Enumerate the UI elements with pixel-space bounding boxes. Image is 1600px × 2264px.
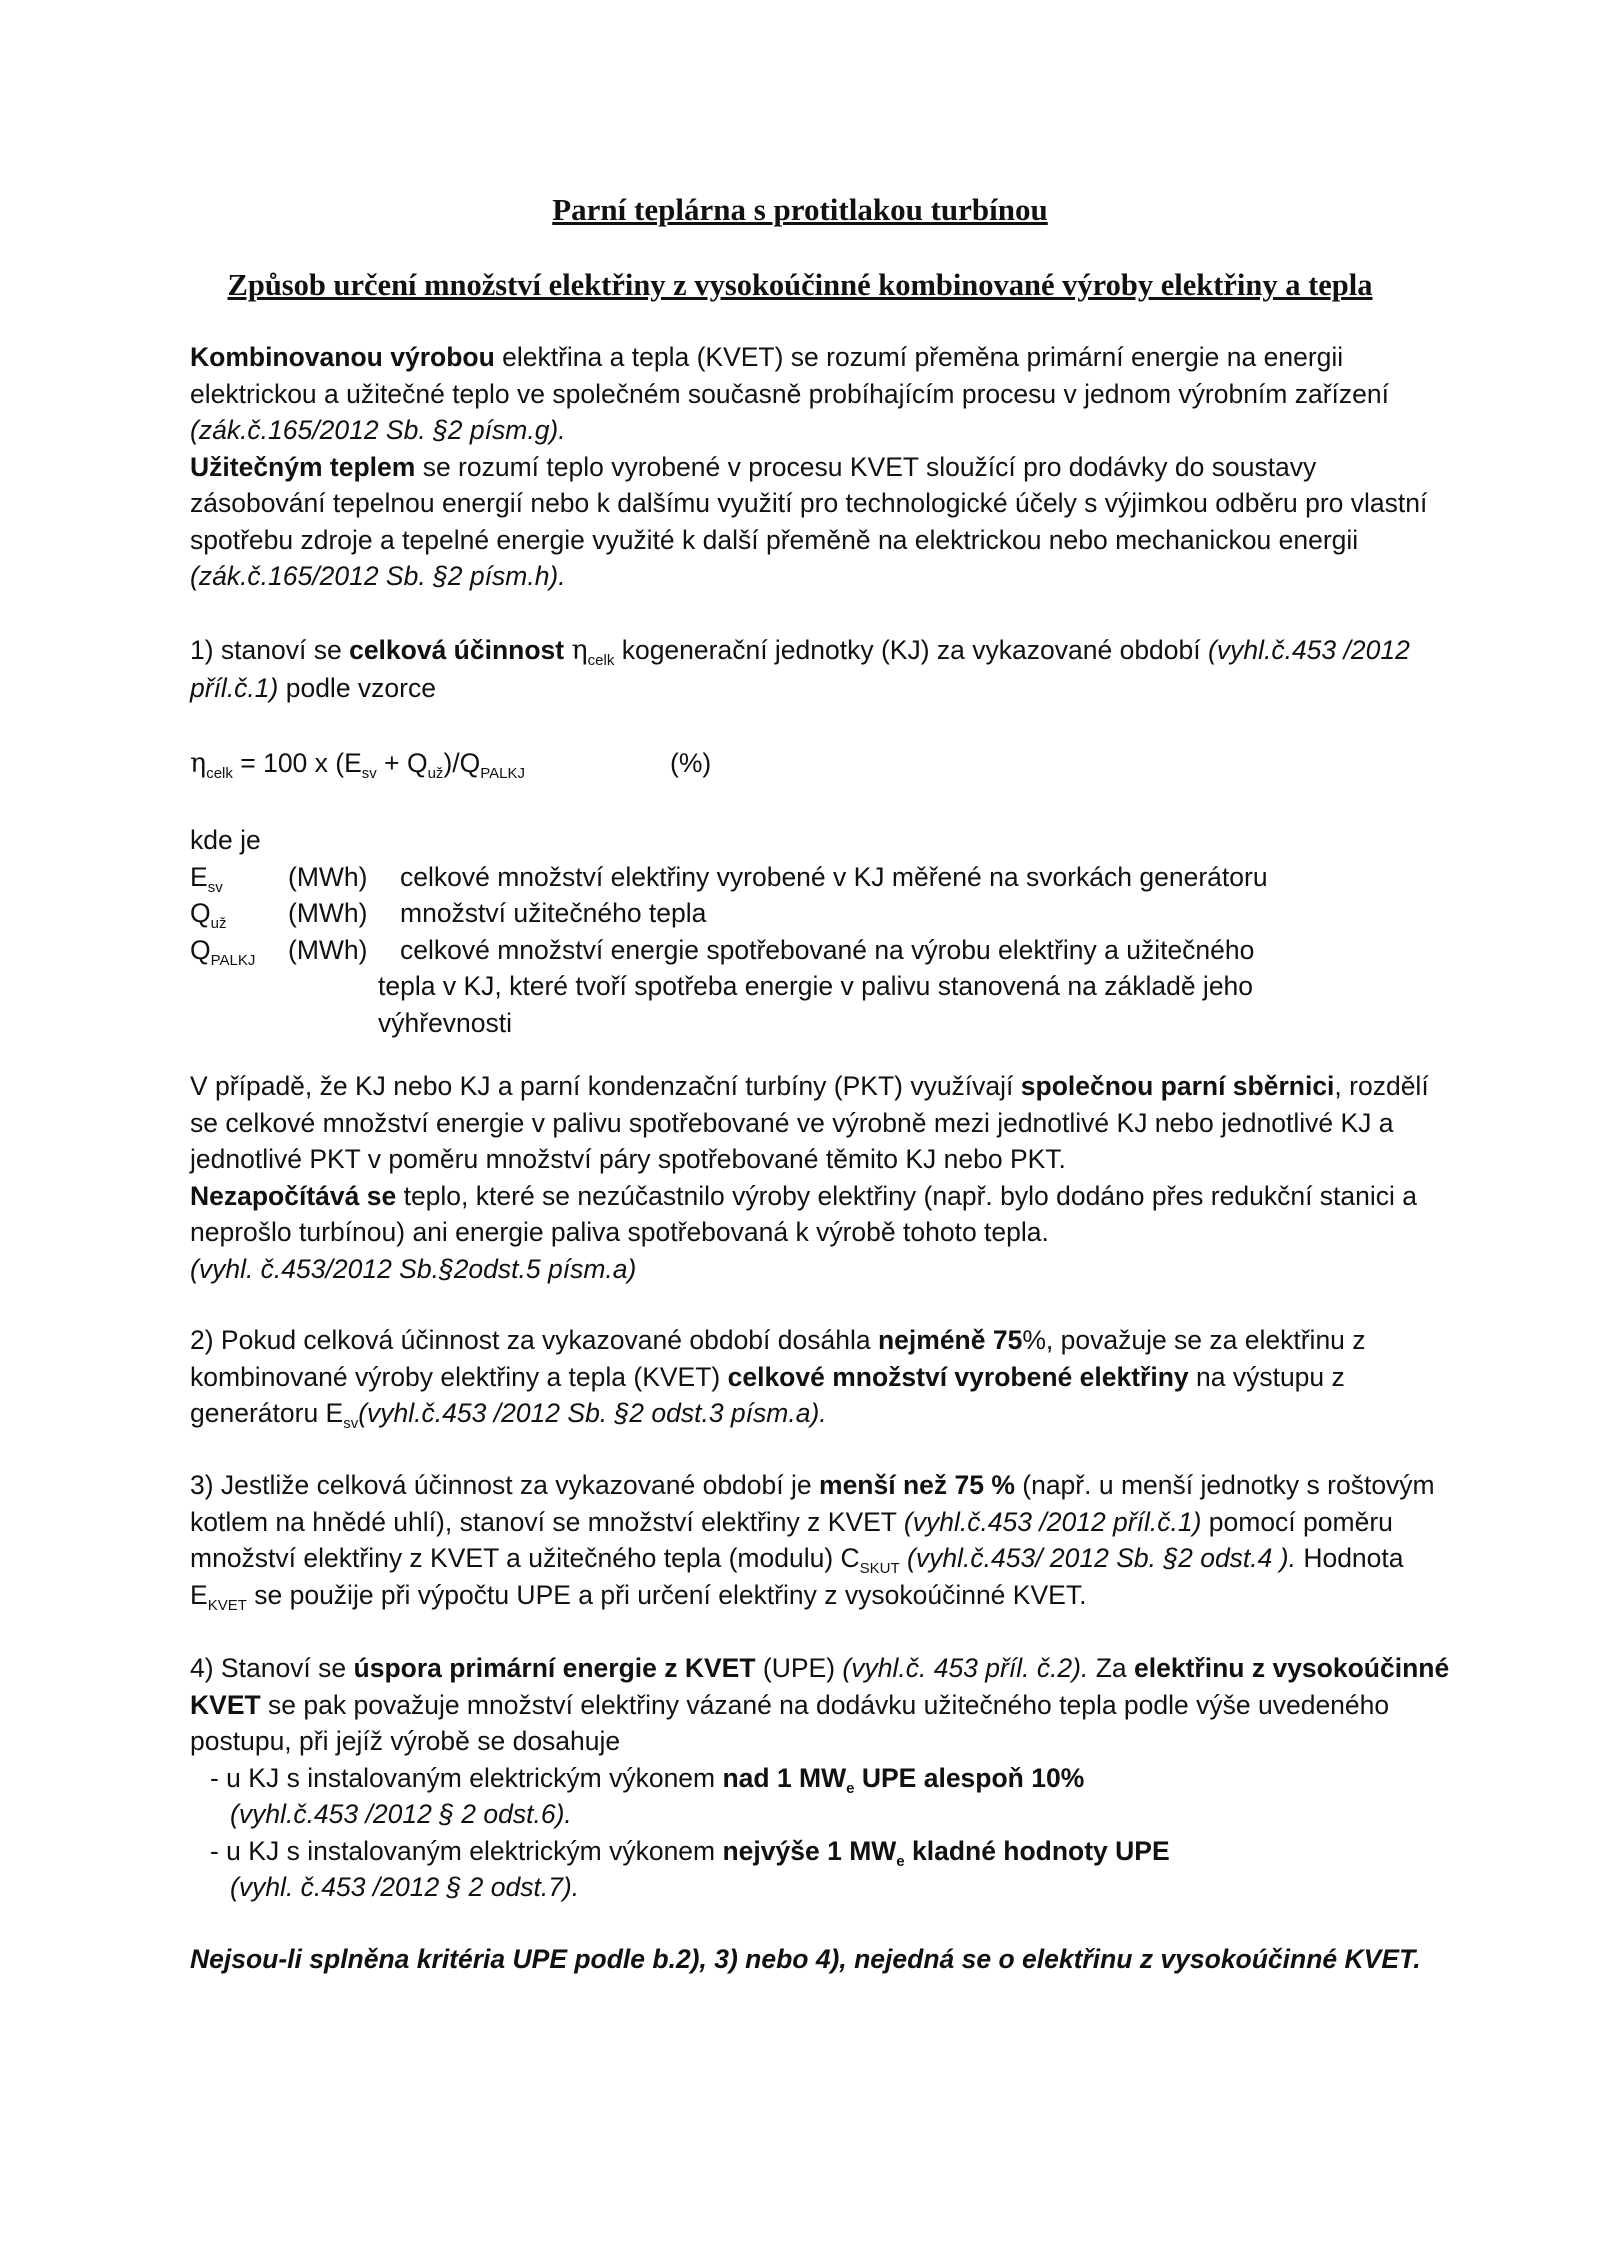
bullet1-text: - u KJ s instalovaným elektrickým výkonem bbox=[210, 1762, 723, 1793]
heat-reference: (zák.č.165/2012 Sb. §2 písm.h). bbox=[190, 561, 566, 591]
shared-steam-paragraph bbox=[190, 1068, 1450, 1178]
intro-section bbox=[190, 339, 1450, 595]
pkt-reference-line bbox=[190, 1251, 1450, 1288]
bullet1-reference: (vyhl.č.453 /2012 § 2 odst.6). bbox=[230, 1799, 572, 1829]
bullet1-bold: nad 1 MW bbox=[722, 1762, 847, 1793]
step3-reference2: (vyhl.č.453/ 2012 Sb. §2 odst.4 ). bbox=[899, 1543, 1296, 1573]
def-unit: (MWh) bbox=[288, 898, 368, 928]
bullet2-bold: nejvýše 1 MW bbox=[722, 1835, 897, 1866]
step2-reference: (vyhl.č.453 /2012 Sb. §2 odst.3 písm.a). bbox=[358, 1398, 827, 1428]
eta-subscript: celk bbox=[587, 652, 615, 669]
kvet-text: elektřina a tepla (KVET) se rozumí přeměna primární energie na energii elektrickou a užitečné teplo ve společném současně probíhajícím procesu v jednom výrobním zařízení bbox=[190, 342, 1389, 409]
step2-paragraph bbox=[190, 1322, 1450, 1432]
def-symbol-letter: Q bbox=[190, 898, 211, 928]
step3-sub1: SKUT bbox=[859, 1560, 900, 1577]
step3-sub2: KVET bbox=[207, 1596, 247, 1614]
variable-definitions bbox=[190, 822, 1450, 1041]
step-2 bbox=[190, 1322, 1450, 1432]
step4-bold1: úspora primární energie z KVET bbox=[353, 1653, 756, 1683]
formula-part-c: )/Q bbox=[443, 748, 481, 778]
formula-eta-sub: celk bbox=[206, 765, 233, 782]
step2-sub: sv bbox=[343, 1415, 359, 1432]
formula-unit: (%) bbox=[670, 748, 712, 778]
def-symbol-sub: PALKJ bbox=[210, 951, 256, 969]
def-symbol-letter: Q bbox=[190, 934, 211, 965]
def-continuation: tepla v KJ, které tvoří spotřeba energie v palivu stanovená na základě jeho bbox=[378, 971, 1254, 1001]
step3-paragraph bbox=[190, 1467, 1450, 1613]
step-3 bbox=[190, 1467, 1450, 1613]
pkt-text-a: V případě, že KJ nebo KJ a parní kondenzační turbíny (PKT) využívají bbox=[190, 1071, 1021, 1101]
conclusion-line bbox=[190, 1941, 1450, 1978]
step3-reference1: (vyhl.č.453 /2012 příl.č.1) bbox=[903, 1506, 1202, 1537]
conclusion bbox=[190, 1941, 1450, 1978]
document-subtitle: Způsob určení množství elektřiny z vysokoúčinné kombinované výroby elektřiny a tepla bbox=[227, 268, 1373, 302]
def-unit: (MWh) bbox=[288, 861, 368, 892]
step3-text-b: (např. u menší jednotky s roštovým kotlem na hnědé uhlí), stanoví se množství elektřiny z KVET bbox=[190, 1470, 1435, 1537]
step1-bold: celková účinnost bbox=[349, 635, 565, 665]
step-1 bbox=[190, 632, 1450, 706]
formula-part-a: = 100 x (E bbox=[232, 748, 362, 778]
formula-part-b: + Q bbox=[376, 748, 428, 778]
def-description: celkové množství energie spotřebované na výrobu elektřiny a užitečného bbox=[400, 934, 1255, 965]
step3-bold: menší než 75 % bbox=[819, 1470, 1015, 1500]
kvet-term: Kombinovanou výrobou bbox=[190, 342, 495, 372]
pkt-reference: (vyhl. č.453/2012 Sb.§2odst.5 písm.a) bbox=[190, 1253, 637, 1284]
def-symbol-letter: E bbox=[190, 861, 208, 892]
eta-symbol: η bbox=[571, 635, 588, 666]
step2-bold1: nejméně 75 bbox=[877, 1325, 1023, 1355]
step3-text-d: Hodnota E bbox=[190, 1543, 1404, 1610]
def-symbol-sub: už bbox=[210, 915, 227, 932]
bullet-over-1mw bbox=[190, 1760, 1450, 1797]
bullet1-sub: e bbox=[846, 1779, 855, 1797]
bullet2-text: - u KJ s instalovaným elektrickým výkonem bbox=[210, 1835, 723, 1866]
document-title: Parní teplárna s protitlakou turbínou bbox=[552, 192, 1048, 227]
heat-text: se rozumí teplo vyrobené v procesu KVET sloužící pro dodávky do soustavy zásobování tepelnou energií nebo k dalšímu využití pro technologické účely s výjimkou odběru pro vlastní spotřebu zdroje a tepelné energie využité k další přeměně na elektrickou nebo mechanickou energii bbox=[190, 451, 1428, 555]
def-symbol bbox=[190, 895, 226, 932]
step4-reference: (vyhl.č. 453 příl. č.2). bbox=[842, 1653, 1089, 1683]
step2-text-b: na výstupu z generátoru E bbox=[190, 1361, 1345, 1428]
step3-text-e: se použije při výpočtu UPE a při určení elektřiny z vysokoúčinné KVET. bbox=[246, 1579, 1087, 1610]
def-continuation: výhřevnosti bbox=[378, 1007, 513, 1038]
step2-text-a: 2) Pokud celková účinnost za vykazované období dosáhla bbox=[190, 1325, 878, 1355]
formula-sub-uz: už bbox=[427, 765, 444, 782]
pkt-text-c: teplo, které se nezúčastnilo výroby elektřiny (např. bylo dodáno přes redukční stanici a neprošlo turbínou) ani energie paliva spotřebovaná k výrobě tohoto tepla. bbox=[190, 1180, 1418, 1247]
bullet2-bold2: kladné hodnoty UPE bbox=[904, 1835, 1170, 1866]
step1-reference: (vyhl.č.453 /2012 příl.č.1) bbox=[190, 635, 1410, 703]
def-description: celkové množství elektřiny vyrobené v KJ měřené na svorkách generátoru bbox=[400, 861, 1268, 892]
step-4 bbox=[190, 1650, 1450, 1906]
defs-heading: kde je bbox=[190, 825, 261, 855]
step4-text-b: (UPE) bbox=[755, 1653, 843, 1683]
step1-text-a: 1) stanoví se bbox=[190, 635, 350, 665]
bullet2-sub: e bbox=[896, 1852, 905, 1870]
def-symbol-sub: sv bbox=[207, 878, 223, 896]
formula-sub-sv: sv bbox=[361, 765, 377, 782]
formula-sub-palkj: PALKJ bbox=[480, 765, 525, 782]
heat-term: Užitečným teplem bbox=[190, 451, 416, 482]
step2-text-pct: %, považuje se za elektřinu z kombinované výroby elektřiny a tepla (KVET) bbox=[190, 1325, 1366, 1392]
def-symbol bbox=[190, 859, 223, 896]
pkt-bold2: Nezapočítává se bbox=[190, 1180, 397, 1211]
step3-text-c: pomocí poměru množství elektřiny z KVET a užitečného tepla (modulu) C bbox=[190, 1506, 1393, 1573]
step4-text-d: se pak považuje množství elektřiny vázané na dodávku užitečného tepla podle výše uvedeného postupu, při jejíž výrobě se dosahuje bbox=[190, 1689, 1390, 1756]
step4-text-a: 4) Stanoví se bbox=[190, 1653, 354, 1683]
step4-bold2: elektřinu z vysokoúčinné KVET bbox=[190, 1653, 1450, 1720]
bullet1-reference-line bbox=[190, 1796, 1450, 1833]
step4-text-c: Za bbox=[1088, 1653, 1135, 1683]
formula-eta: η bbox=[190, 748, 207, 779]
bullet2-reference-line bbox=[190, 1869, 1450, 1906]
step1-text-c: podle vzorce bbox=[278, 672, 436, 703]
bullet2-reference: (vyhl. č.453 /2012 § 2 odst.7). bbox=[230, 1872, 580, 1902]
bullet1-bold2: UPE alespoň 10% bbox=[854, 1762, 1085, 1793]
bullet-max-1mw bbox=[190, 1833, 1450, 1870]
step4-paragraph bbox=[190, 1650, 1450, 1760]
step3-text-a: 3) Jestliže celková účinnost za vykazované období je bbox=[190, 1470, 819, 1500]
def-symbol bbox=[190, 932, 255, 969]
heat-definition bbox=[190, 449, 1450, 595]
conclusion-text: Nejsou-li splněna kritéria UPE podle b.2), 3) nebo 4), nejedná se o elektřinu z vysokoúčinné KVET. bbox=[190, 1944, 1421, 1974]
pkt-text-b: , rozdělí se celkové množství energie v palivu spotřebované ve výrobně mezi jednotlivé KJ nebo jednotlivé KJ a jednotlivé PKT v poměru množství páry spotřebované těmito KJ nebo PKT. bbox=[190, 1071, 1429, 1174]
excluded-heat-paragraph bbox=[190, 1178, 1450, 1251]
pkt-bold: společnou parní sběrnici bbox=[1020, 1071, 1335, 1101]
step2-bold2: celkové množství vyrobené elektřiny bbox=[727, 1361, 1189, 1392]
def-description: množství užitečného tepla bbox=[400, 898, 707, 928]
efficiency-formula bbox=[190, 745, 1090, 783]
step1-text-b: kogenerační jednotky (KJ) za vykazované období bbox=[614, 635, 1208, 665]
kvet-reference: (zák.č.165/2012 Sb. §2 písm.g). bbox=[190, 415, 566, 445]
kvet-definition bbox=[190, 339, 1450, 449]
def-row bbox=[190, 895, 1450, 932]
defs-heading-row bbox=[190, 822, 1450, 859]
def-continuation-row bbox=[190, 968, 1450, 1005]
shared-steam-section bbox=[190, 1068, 1450, 1287]
def-row bbox=[190, 932, 1450, 969]
def-row bbox=[190, 859, 1450, 896]
def-continuation-row bbox=[190, 1005, 1450, 1042]
def-unit: (MWh) bbox=[288, 934, 368, 965]
